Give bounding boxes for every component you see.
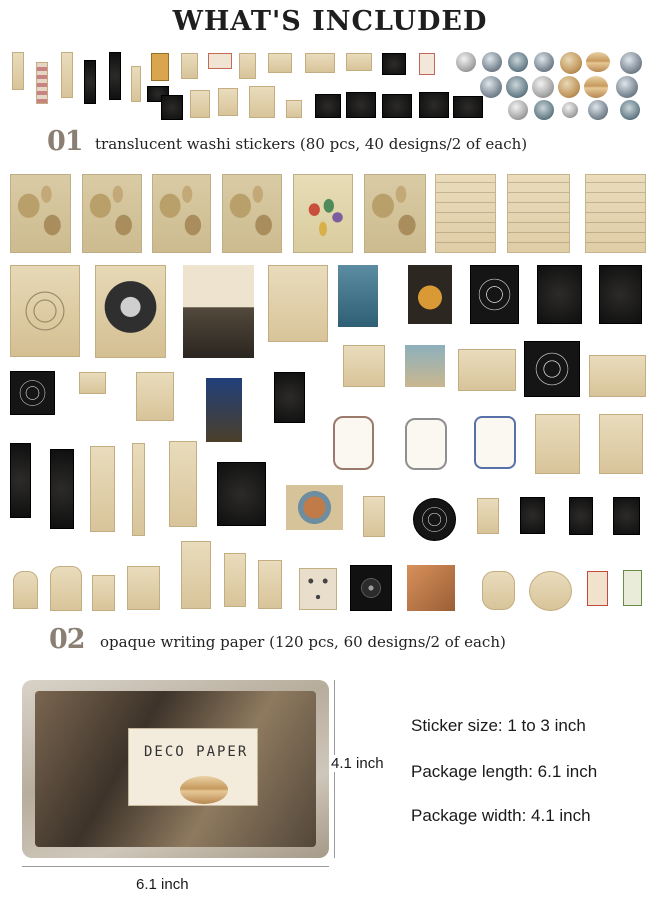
blank-frame-paper [405, 418, 447, 470]
solar-system-card [470, 265, 519, 324]
washi-strip [10, 443, 31, 518]
astronomy-card [408, 265, 452, 324]
ticket-sticker [249, 86, 275, 118]
moon-tag-card [613, 497, 640, 535]
moon-sticker [482, 52, 502, 72]
planet-sticker [584, 76, 608, 98]
washi-strip [90, 446, 115, 532]
space-photo-card [217, 462, 266, 526]
moon-phases-card [299, 568, 337, 610]
ticket-card [258, 560, 282, 609]
landscape-paper [183, 265, 254, 358]
label-sticker [453, 96, 483, 118]
height-dimension-label: 4.1 inch [331, 755, 384, 772]
washi-strip [50, 449, 74, 529]
planet-card [599, 265, 642, 324]
ticket-sticker [218, 88, 238, 116]
orbit-chart-card [458, 349, 516, 391]
washi-strip [84, 60, 96, 104]
blueprint-paper [507, 174, 570, 253]
label-sticker [419, 92, 449, 118]
label-sticker [346, 53, 372, 71]
moon-photo-paper [95, 265, 166, 358]
map-paper [222, 174, 282, 253]
blank-frame-paper [474, 416, 516, 469]
moon-tag-card [569, 497, 593, 535]
moon-sticker [620, 100, 640, 120]
ticket-sticker [151, 53, 169, 81]
astronomy-card [338, 265, 378, 327]
planet-card [537, 265, 582, 324]
moon-sticker [508, 100, 528, 120]
planet-illustration [180, 776, 228, 804]
ticket-sticker [268, 53, 292, 73]
planet-strip-card [274, 372, 305, 423]
solar-system-card [524, 341, 580, 397]
washi-strip [61, 52, 73, 98]
ticket-sticker [190, 90, 210, 118]
label-sticker [346, 92, 376, 118]
astronomy-card [286, 485, 343, 530]
ticket-sticker [181, 53, 198, 79]
moon-sticker [534, 100, 554, 120]
map-paper [293, 174, 353, 253]
ticket-card [623, 570, 642, 606]
section-number: 01 [47, 126, 83, 157]
moon-phases-card [136, 372, 174, 421]
map-paper [82, 174, 142, 253]
moon-sticker [532, 76, 554, 98]
orbit-card [10, 371, 55, 415]
washi-strip [169, 441, 197, 527]
moon-sticker [456, 52, 476, 72]
map-paper [152, 174, 211, 253]
ticket-card [587, 571, 608, 606]
blank-frame-paper [333, 416, 374, 470]
orbit-circle-card [413, 498, 456, 541]
map-paper [10, 174, 71, 253]
washi-strip [132, 443, 145, 536]
label-card [127, 566, 160, 610]
sailboat-paper [268, 265, 328, 342]
moon-sticker [620, 52, 642, 74]
label-card [181, 541, 211, 609]
washi-strip [12, 52, 24, 90]
section-description: translucent washi stickers (80 pcs, 40 designs/2 of each) [95, 135, 528, 153]
sticker-size-spec: Sticker size: 1 to 3 inch [411, 716, 586, 735]
moon-sticker [506, 76, 528, 98]
moon-sticker [508, 52, 528, 72]
galaxy-card [350, 565, 392, 611]
ticket-sticker [363, 496, 385, 537]
moon-sticker [562, 102, 578, 118]
washi-strip [161, 95, 183, 120]
star-chart-card [343, 345, 385, 387]
moon-sticker [534, 52, 554, 72]
moon-tag-card [520, 497, 545, 534]
planet-sticker [560, 52, 582, 74]
tag-card [477, 498, 499, 534]
map-paper [364, 174, 426, 253]
moon-sticker [588, 100, 608, 120]
galaxy-card [206, 378, 242, 442]
width-dimension-label: 6.1 inch [136, 876, 189, 893]
blueprint-paper [435, 174, 496, 253]
width-dimension-line [22, 866, 329, 867]
deco-paper-label: DECO PAPER [144, 744, 249, 760]
tag-card [13, 571, 38, 609]
section-description: opaque writing paper (120 pcs, 60 designs/2 of each) [100, 633, 506, 651]
ticket-sticker [286, 100, 302, 118]
moon-sticker [616, 76, 638, 98]
planet-card [589, 355, 646, 397]
washi-strip [109, 52, 121, 100]
blueprint-paper [585, 174, 646, 253]
package-length-spec: Package length: 6.1 inch [411, 762, 598, 781]
page-title: WHAT'S INCLUDED [172, 6, 488, 37]
washi-strip [36, 62, 48, 104]
ticket-card [224, 553, 246, 607]
moon-card [79, 372, 106, 394]
section-number: 02 [49, 624, 85, 655]
tag-card [92, 575, 115, 611]
washi-strip [131, 66, 141, 102]
circle-chart-card [529, 571, 572, 611]
tag-card [482, 571, 515, 610]
ticket-sticker [239, 53, 256, 79]
tag-card [50, 566, 82, 611]
newspaper-collage-paper [599, 414, 643, 474]
moon-sticker [558, 76, 580, 98]
astronomy-card [405, 345, 445, 387]
label-sticker [315, 94, 341, 118]
label-sticker [382, 53, 406, 75]
package-width-spec: Package width: 4.1 inch [411, 806, 591, 825]
planet-sticker [586, 52, 610, 72]
stamp-sticker [419, 53, 435, 75]
stamp-sticker [208, 53, 232, 69]
label-sticker [382, 94, 412, 118]
comet-card [407, 565, 455, 611]
label-sticker [305, 53, 335, 73]
newspaper-collage-paper [535, 414, 580, 474]
moon-sticker [480, 76, 502, 98]
celestial-chart-paper [10, 265, 80, 357]
